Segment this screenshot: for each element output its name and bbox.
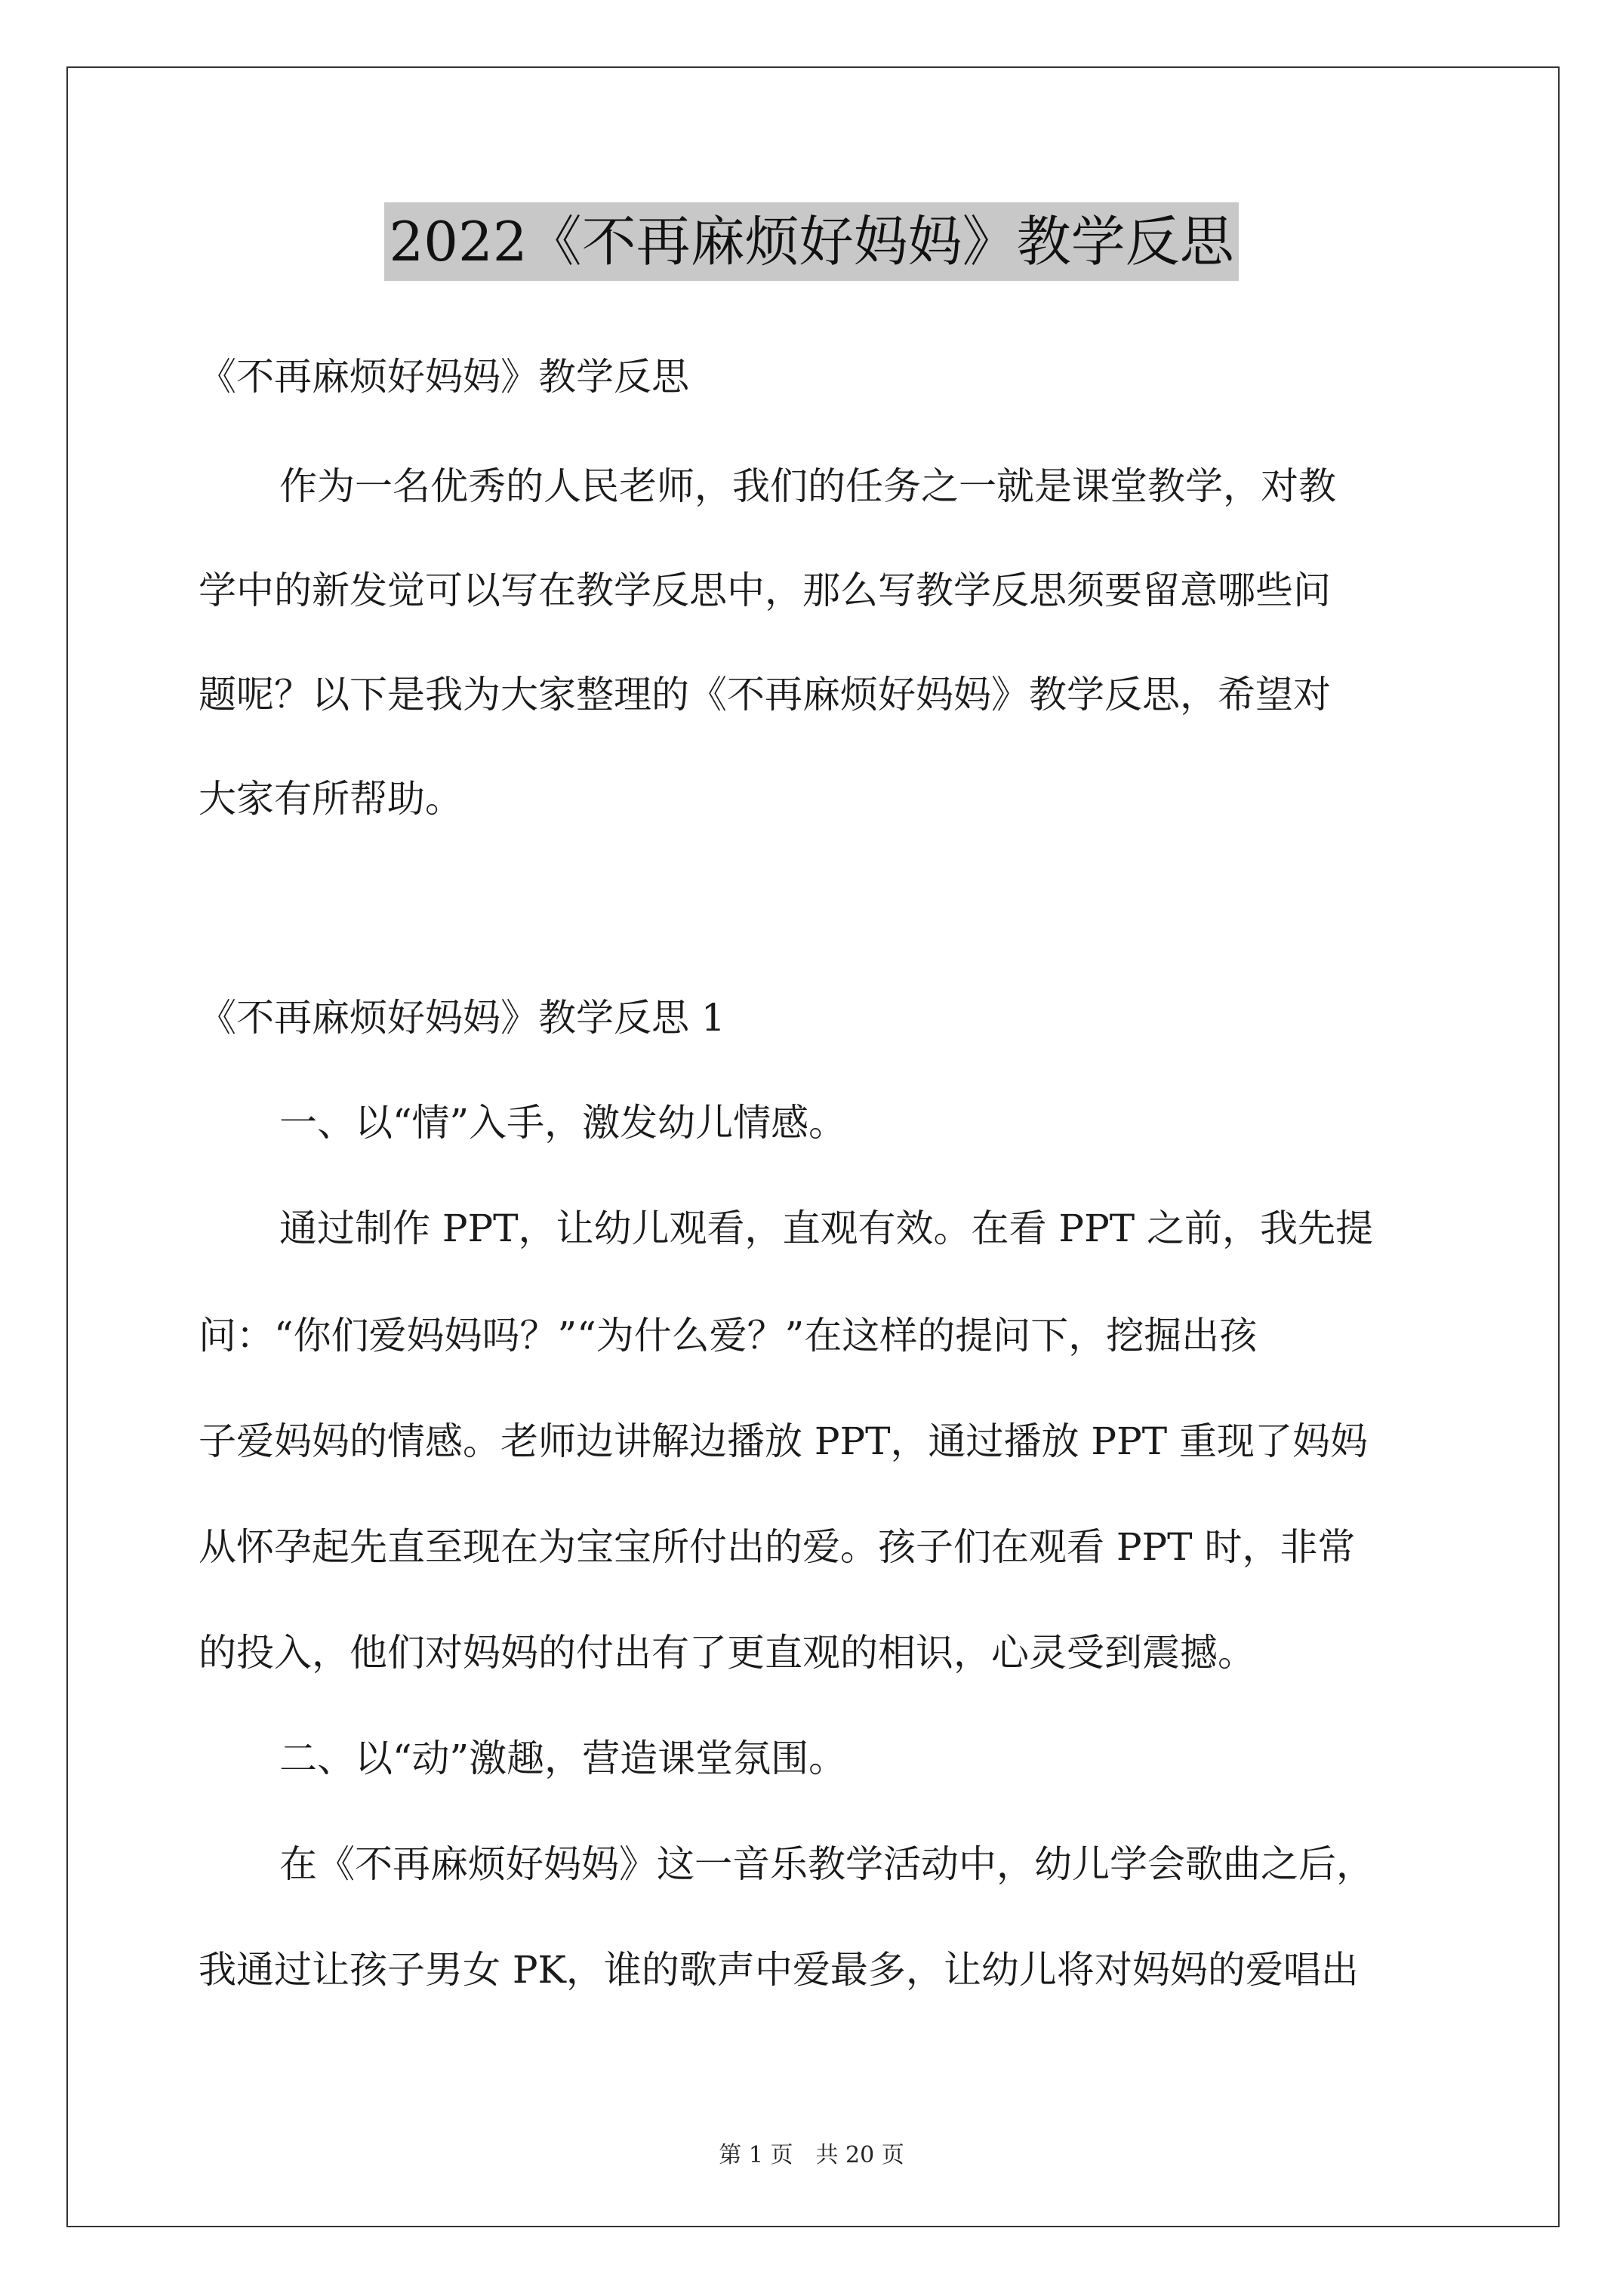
- paragraph-line: 作为一名优秀的人民老师，我们的任务之一就是课堂教学，对教: [279, 464, 1336, 508]
- subtitle-line: 《不再麻烦好妈妈》教学反思: [199, 355, 689, 399]
- paragraph-line: 在《不再麻烦好妈妈》这一音乐教学活动中，幼儿学会歌曲之后，: [279, 1842, 1374, 1886]
- paragraph-line: 通过制作 PPT，让幼儿观看，直观有效。在看 PPT 之前，我先提: [279, 1207, 1373, 1250]
- paragraph-line: 题呢？以下是我为大家整理的《不再麻烦好妈妈》教学反思，希望对: [199, 673, 1331, 717]
- paragraph-line: 大家有所帮助。: [199, 777, 463, 821]
- paragraph-line: 从怀孕起先直至现在为宝宝所付出的爱。孩子们在观看 PPT 时，非常: [199, 1525, 1356, 1569]
- document-title: 2022《不再麻烦好妈妈》教学反思: [384, 202, 1238, 281]
- paragraph-line: 学中的新发觉可以写在教学反思中，那么写教学反思须要留意哪些问: [199, 569, 1331, 612]
- page-number-footer: 第 1 页 共 20 页: [719, 2142, 904, 2168]
- paragraph-line: 的投入，他们对妈妈的付出有了更直观的相识，心灵受到震撼。: [199, 1631, 1255, 1675]
- section-heading: 《不再麻烦好妈妈》教学反思 1: [199, 996, 725, 1040]
- title-container: [0, 202, 1623, 281]
- point-heading: 二、以“动”激趣，营造课堂氛围。: [279, 1737, 847, 1780]
- paragraph-line: 我通过让孩子男女 PK，谁的歌声中爱最多，让幼儿将对妈妈的爱唱出: [199, 1948, 1359, 1992]
- paragraph-line: 子爱妈妈的情感。老师边讲解边播放 PPT，通过播放 PPT 重现了妈妈: [199, 1419, 1368, 1463]
- point-heading: 一、以“情”入手，激发幼儿情感。: [279, 1101, 847, 1145]
- paragraph-line: 问：“你们爱妈妈吗？”“为什么爱？”在这样的提问下，挖掘出孩: [199, 1314, 1258, 1358]
